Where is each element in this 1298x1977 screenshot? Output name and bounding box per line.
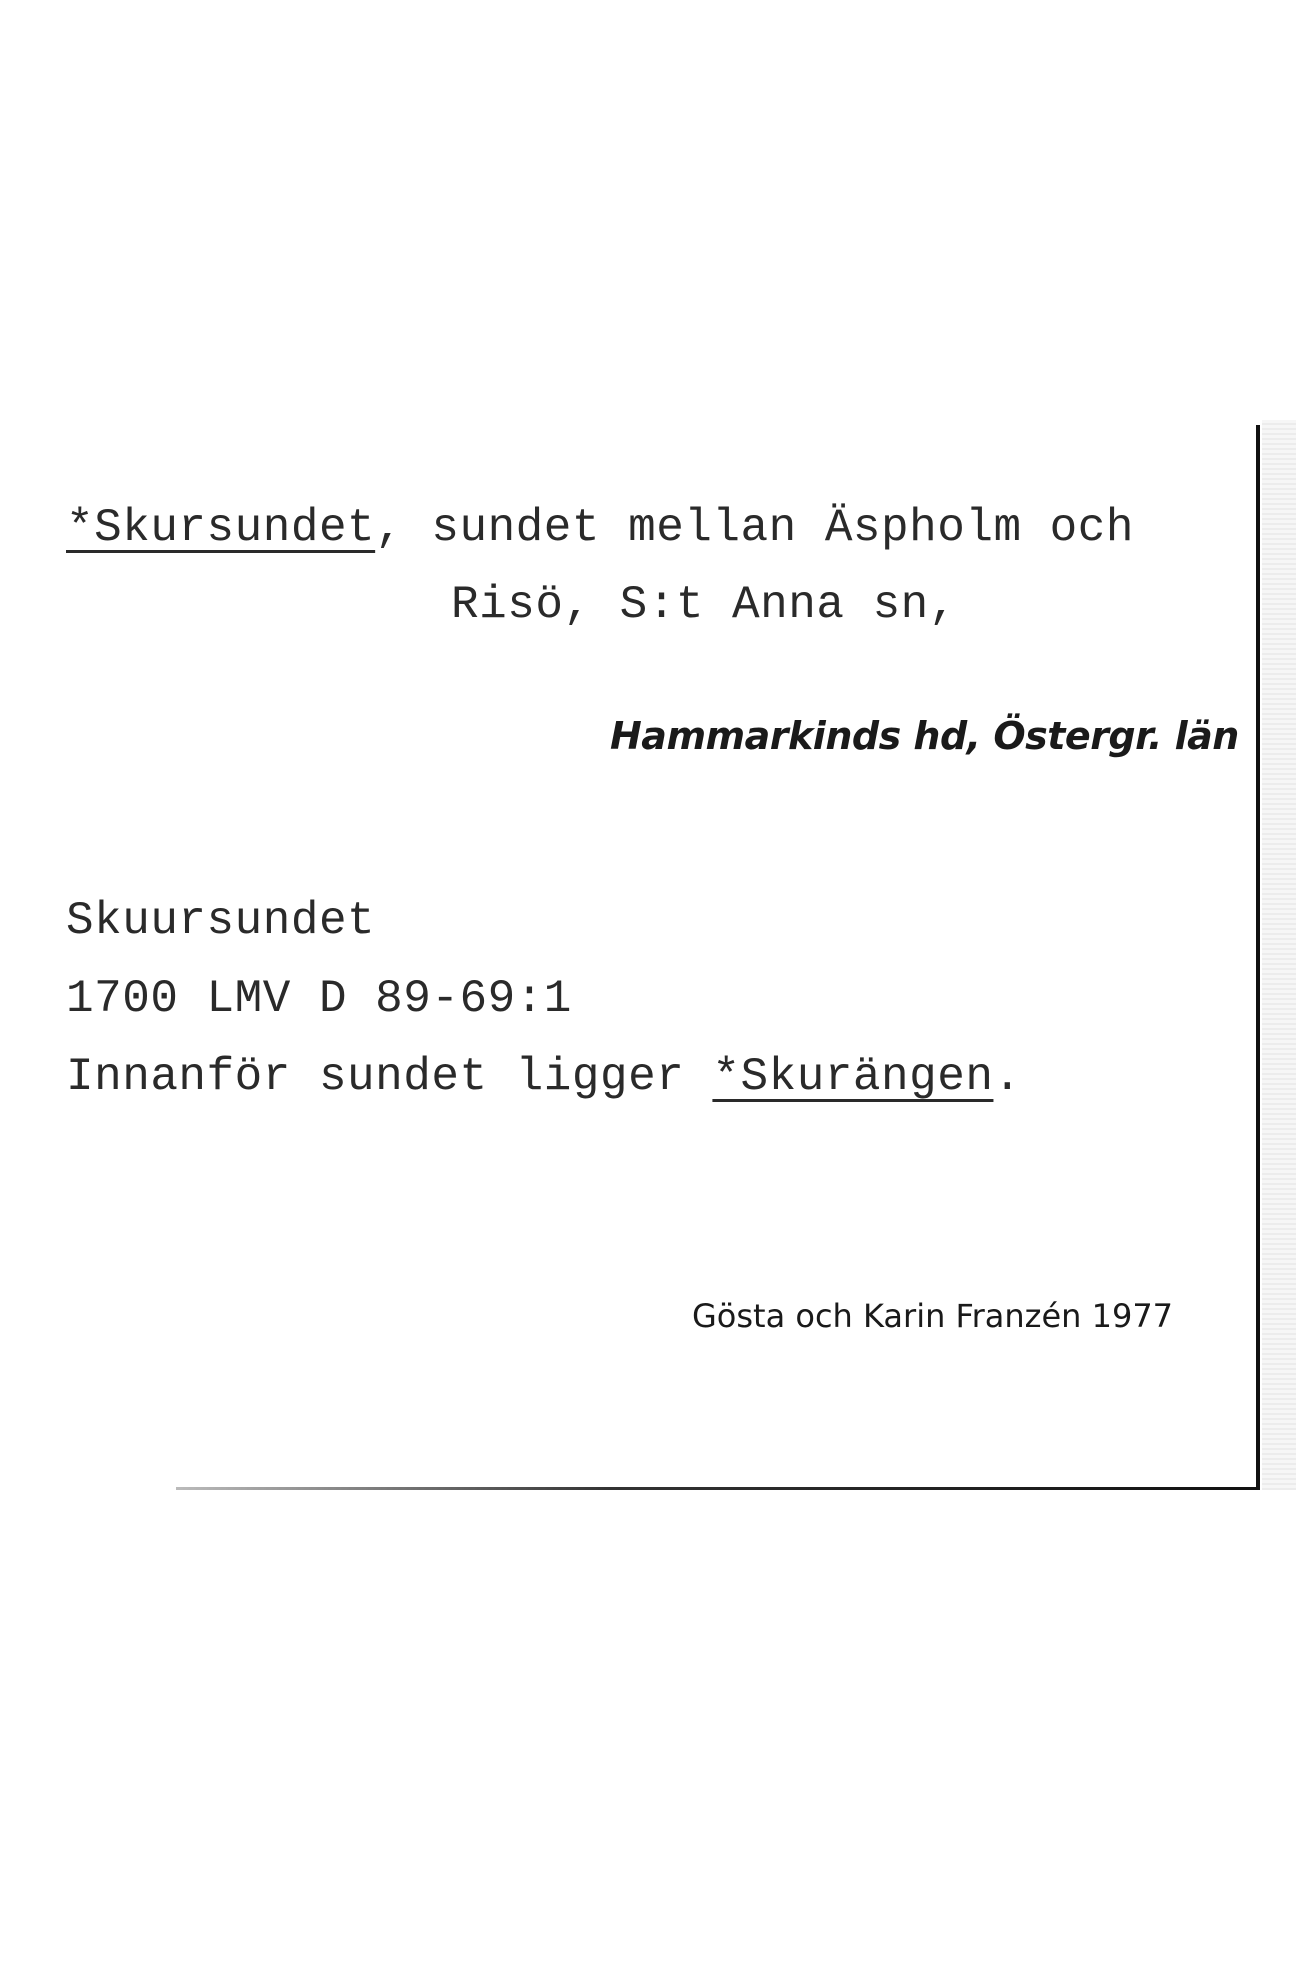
headword: *Skursundet (66, 502, 376, 554)
author-stamp: Gösta och Karin Franzén 1977 (692, 1297, 1174, 1335)
card-right-edge (1256, 425, 1260, 1487)
variant-form: Skuursundet (66, 895, 376, 947)
scan-edge-texture (1262, 420, 1296, 1490)
card-bottom-edge (176, 1487, 1260, 1490)
entry-line-2: Risö, S:t Anna sn, (451, 579, 957, 631)
note-prefix: Innanför sundet ligger (66, 1051, 713, 1103)
note-suffix: . (993, 1051, 1022, 1103)
entry-line-1 (66, 502, 1134, 554)
source-reference: 1700 LMV D 89-69:1 (66, 973, 572, 1025)
entry-line-1-rest: , sundet mellan Äspholm och (375, 502, 1134, 554)
district-label: Hammarkinds hd, Östergr. län (610, 714, 1239, 758)
cross-reference: *Skurängen (712, 1051, 994, 1103)
note-line (66, 1051, 1022, 1103)
